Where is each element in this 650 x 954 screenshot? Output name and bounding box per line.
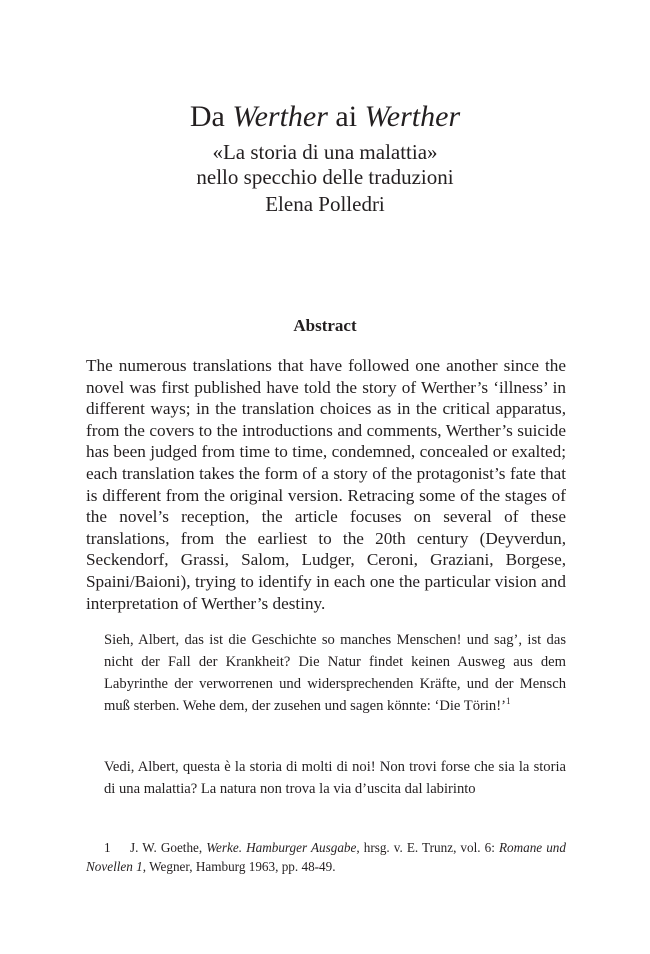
footnote-number: 1 [104, 840, 111, 855]
footnote-author: J. W. Goethe, [130, 840, 207, 855]
footnote-reference[interactable]: 1 [505, 696, 511, 707]
title-text-1: Da [189, 100, 233, 133]
title-work-1: Werther [232, 100, 328, 133]
article-subtitle [0, 140, 650, 190]
article-title [0, 100, 650, 134]
italian-quote: Vedi, Albert, questa è la storia di molti di noi! Non trovi forse che sia la storia di una malattia? La natura non trova la via d’uscita dal labirinto [104, 759, 566, 797]
footnote-work: Werke. Hamburger Ausgabe [206, 840, 357, 855]
title-work-2: Werther [364, 100, 461, 133]
title-text-2: ai [327, 100, 365, 133]
abstract-heading: Abstract [293, 316, 357, 335]
german-quote [104, 629, 566, 717]
footnote [86, 838, 566, 876]
footnote-volume: Romane und Novellen 1 [86, 840, 566, 874]
subtitle-line-1: «La storia di una malattia» [212, 140, 438, 164]
footnote-tail: , Wegner, Hamburg 1963, pp. 48-49. [142, 859, 336, 874]
subtitle-line-2: nello specchio delle traduzioni [196, 165, 454, 189]
german-quote-text: Sieh, Albert, das ist die Geschichte so manches Menschen! und sag’, ist das nicht der Fall der Krankheit? Die Natur findet keinen Ausweg aus dem Labyrinthe der verworrenen und widersprechenden Kräfte, und der Mensch muß sterben. Wehe dem, der zusehen und sagen könnte: ‘Die Törin!’ [104, 632, 566, 714]
abstract-text: The numerous translations that have followed one another since the novel was first published have told the story of Werther’s ‘illness’ in different ways; in the translation choices as in the critical apparatus, from the covers to the introductions and comments, Werther’s suicide has been judged from time to time, condemned, concealed or exalted; each translation takes the form of a story of the protagonist’s fate that is different from the original version. Retracing some of the stages of the novel’s reception, the article focuses on several of these translations, from the earliest to the 20th century (Deyverdun, Seckendorf, Grassi, Salom, Ludger, Ceroni, Graziani, Borgese, Spaini/Baioni), trying to identify in each one the particular vision and interpretation of Werther’s destiny. [86, 356, 566, 613]
author-name: Elena Polledri [265, 192, 385, 216]
footnote-mid: , hrsg. v. E. Trunz, vol. 6: [356, 840, 499, 855]
